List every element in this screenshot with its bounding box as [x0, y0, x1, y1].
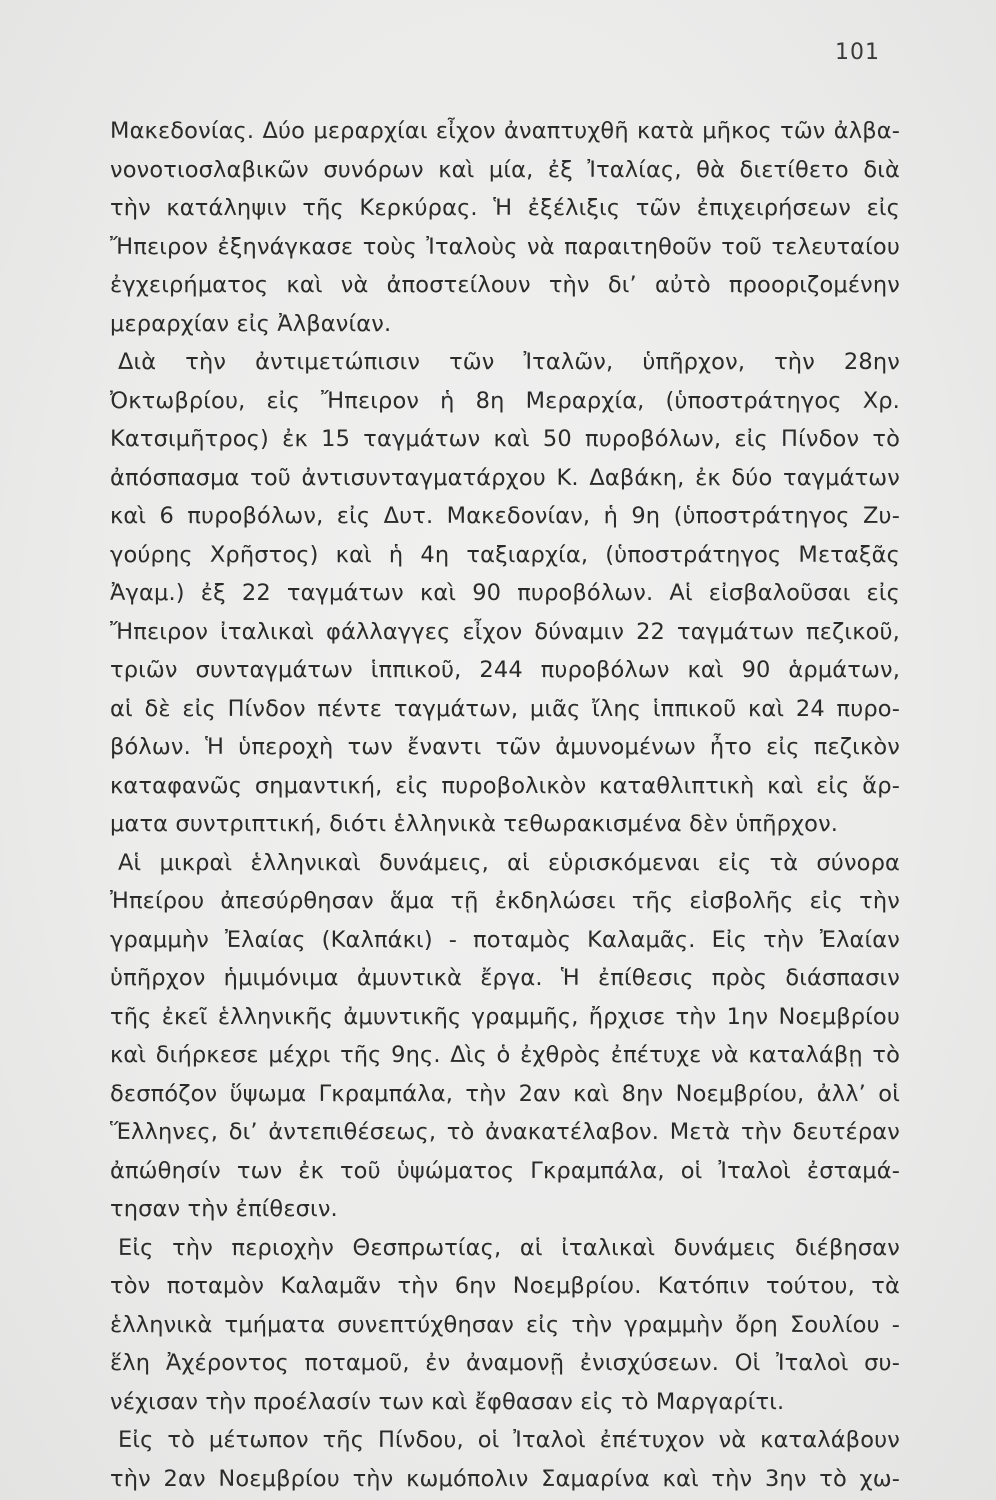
text-line: τὴν 2αν Νοεμβρίου τὴν κωμόπολιν Σαμαρίνα καὶ τὴν 3ην τὸ χω-: [110, 1465, 900, 1492]
text-line: ματα συντριπτική, διότι ἑλληνικὰ τεθωρακισμένα δὲν ὑπῆρχον.: [110, 811, 839, 837]
text-line: ἕλη Ἀχέροντος ποταμοῦ, ἐν ἀναμονῇ ἐνισχύσεων. Οἱ Ἰταλοὶ συ-: [110, 1350, 900, 1376]
text-line: τριῶν συνταγμάτων ἱππικοῦ, 244 πυροβόλων καὶ 90 ἁρμάτων,: [110, 657, 900, 683]
text-line: Ἤπειρον ἐξηνάγκασε τοὺς Ἰταλοὺς νὰ παραιτηθοῦν τοῦ τελευταίου: [110, 233, 900, 260]
text-line: νονοτιοσλαβικῶν συνόρων καὶ μία, ἐξ Ἰταλίας, θὰ διετίθετο διὰ: [110, 156, 900, 183]
text-line: Ἀγαμ.) ἐξ 22 ταγμάτων καὶ 90 πυροβόλων. Αἱ εἰσβαλοῦσαι εἰς: [110, 580, 900, 606]
text-line: τησαν τὴν ἐπίθεσιν.: [110, 1196, 338, 1222]
text-line: ὑπῆρχον ἡμιμόνιμα ἀμυντικὰ ἔργα. Ἡ ἐπίθεσις πρὸς διάσπασιν: [110, 965, 900, 991]
text-line: τὴν κατάληψιν τῆς Κερκύρας. Ἡ ἐξέλιξις τῶν ἐπιχειρήσεων εἰς: [110, 195, 900, 221]
text-line: καὶ διήρκεσε μέχρι τῆς 9ης. Δὶς ὁ ἐχθρὸς ἐπέτυχε νὰ καταλάβῃ τὸ: [110, 1042, 900, 1068]
text-line: ἀπώθησίν των ἐκ τοῦ ὑψώματος Γκραμπάλα, οἱ Ἰταλοὶ ἐσταμά-: [110, 1157, 900, 1184]
text-line: Μακεδονίας. Δύο μεραρχίαι εἶχον ἀναπτυχθῆ κατὰ μῆκος τῶν ἀλβα-: [110, 118, 900, 144]
text-line: Ἕλληνες, δι’ ἀντεπιθέσεως, τὸ ἀνακατέλαβον. Μετὰ τὴν δευτέραν: [110, 1119, 900, 1145]
text-line: γραμμὴν Ἐλαίας (Καλπάκι) - ποταμὸς Καλαμᾶς. Εἰς τὴν Ἐλαίαν: [110, 926, 900, 953]
text-line: μεραρχίαν εἰς Ἀλβανίαν.: [110, 310, 392, 337]
body-text: [110, 112, 900, 1498]
paragraph-first-line: Εἰς τὴν περιοχὴν Θεσπρωτίας, αἱ ἰταλικαὶ δυνάμεις διέβησαν: [118, 1234, 900, 1261]
text-line: τῆς ἐκεῖ ἑλληνικῆς ἀμυντικῆς γραμμῆς, ἤρχισε τὴν 1ην Νοεμβρίου: [110, 1003, 900, 1030]
text-line: Κατσιμῆτρος) ἐκ 15 ταγμάτων καὶ 50 πυροβόλων, εἰς Πίνδον τὸ: [110, 426, 900, 452]
text-line: καταφανῶς σημαντική, εἰς πυροβολικὸν καταθλιπτικὴ καὶ εἰς ἅρ-: [110, 772, 900, 799]
text-line: Ἠπείρου ἀπεσύρθησαν ἅμα τῇ ἐκδηλώσει τῆς εἰσβολῆς εἰς τὴν: [110, 888, 900, 914]
text-line: ἐγχειρήματος καὶ νὰ ἀποστείλουν τὴν δι’ αὐτὸ προοριζομένην: [110, 272, 900, 298]
text-line: Ὀκτωβρίου, εἰς Ἤπειρον ἡ 8η Μεραρχία, (ὑποστράτηγος Χρ.: [110, 387, 900, 414]
text-line: ἑλληνικὰ τμήματα συνεπτύχθησαν εἰς τὴν γραμμὴν ὄρη Σουλίου -: [110, 1311, 900, 1338]
text-line: γούρης Χρῆστος) καὶ ἡ 4η ταξιαρχία, (ὑποστράτηγος Μεταξᾶς: [110, 541, 900, 568]
text-line: αἱ δὲ εἰς Πίνδον πέντε ταγμάτων, μιᾶς ἴλης ἱππικοῦ καὶ 24 πυρο-: [110, 695, 900, 722]
text-line: ἀπόσπασμα τοῦ ἀντισυνταγματάρχου Κ. Δαβάκη, ἐκ δύο ταγμάτων: [110, 464, 900, 491]
paragraph-first-line: Διὰ τὴν ἀντιμετώπισιν τῶν Ἰταλῶν, ὑπῆρχον, τὴν 28ην: [118, 349, 900, 375]
text-line: τὸν ποταμὸν Καλαμᾶν τὴν 6ην Νοεμβρίου. Κατόπιν τούτου, τὰ: [110, 1273, 900, 1299]
paragraph-first-line: Αἱ μικραὶ ἑλληνικαὶ δυνάμεις, αἱ εὑρισκόμεναι εἰς τὰ σύνορα: [118, 849, 900, 876]
text-line: καὶ 6 πυροβόλων, εἰς Δυτ. Μακεδονίαν, ἡ 9η (ὑποστράτηγος Ζυ-: [110, 503, 900, 529]
paragraph-first-line: Εἰς τὸ μέτωπον τῆς Πίνδου, οἱ Ἰταλοὶ ἐπέτυχον νὰ καταλάβουν: [118, 1427, 900, 1453]
text-line: νέχισαν τὴν προέλασίν των καὶ ἔφθασαν εἰς τὸ Μαργαρίτι.: [110, 1388, 785, 1415]
text-line: βόλων. Ἡ ὑπεροχὴ των ἔναντι τῶν ἀμυνομένων ἦτο εἰς πεζικὸν: [110, 734, 900, 760]
page-number: 101: [835, 40, 880, 65]
text-line: δεσπόζον ὕψωμα Γκραμπάλα, τὴν 2αν καὶ 8ην Νοεμβρίου, ἀλλ’ οἱ: [110, 1080, 900, 1107]
text-line: Ἤπειρον ἰταλικαὶ φάλλαγγες εἶχον δύναμιν 22 ταγμάτων πεζικοῦ,: [110, 618, 900, 645]
